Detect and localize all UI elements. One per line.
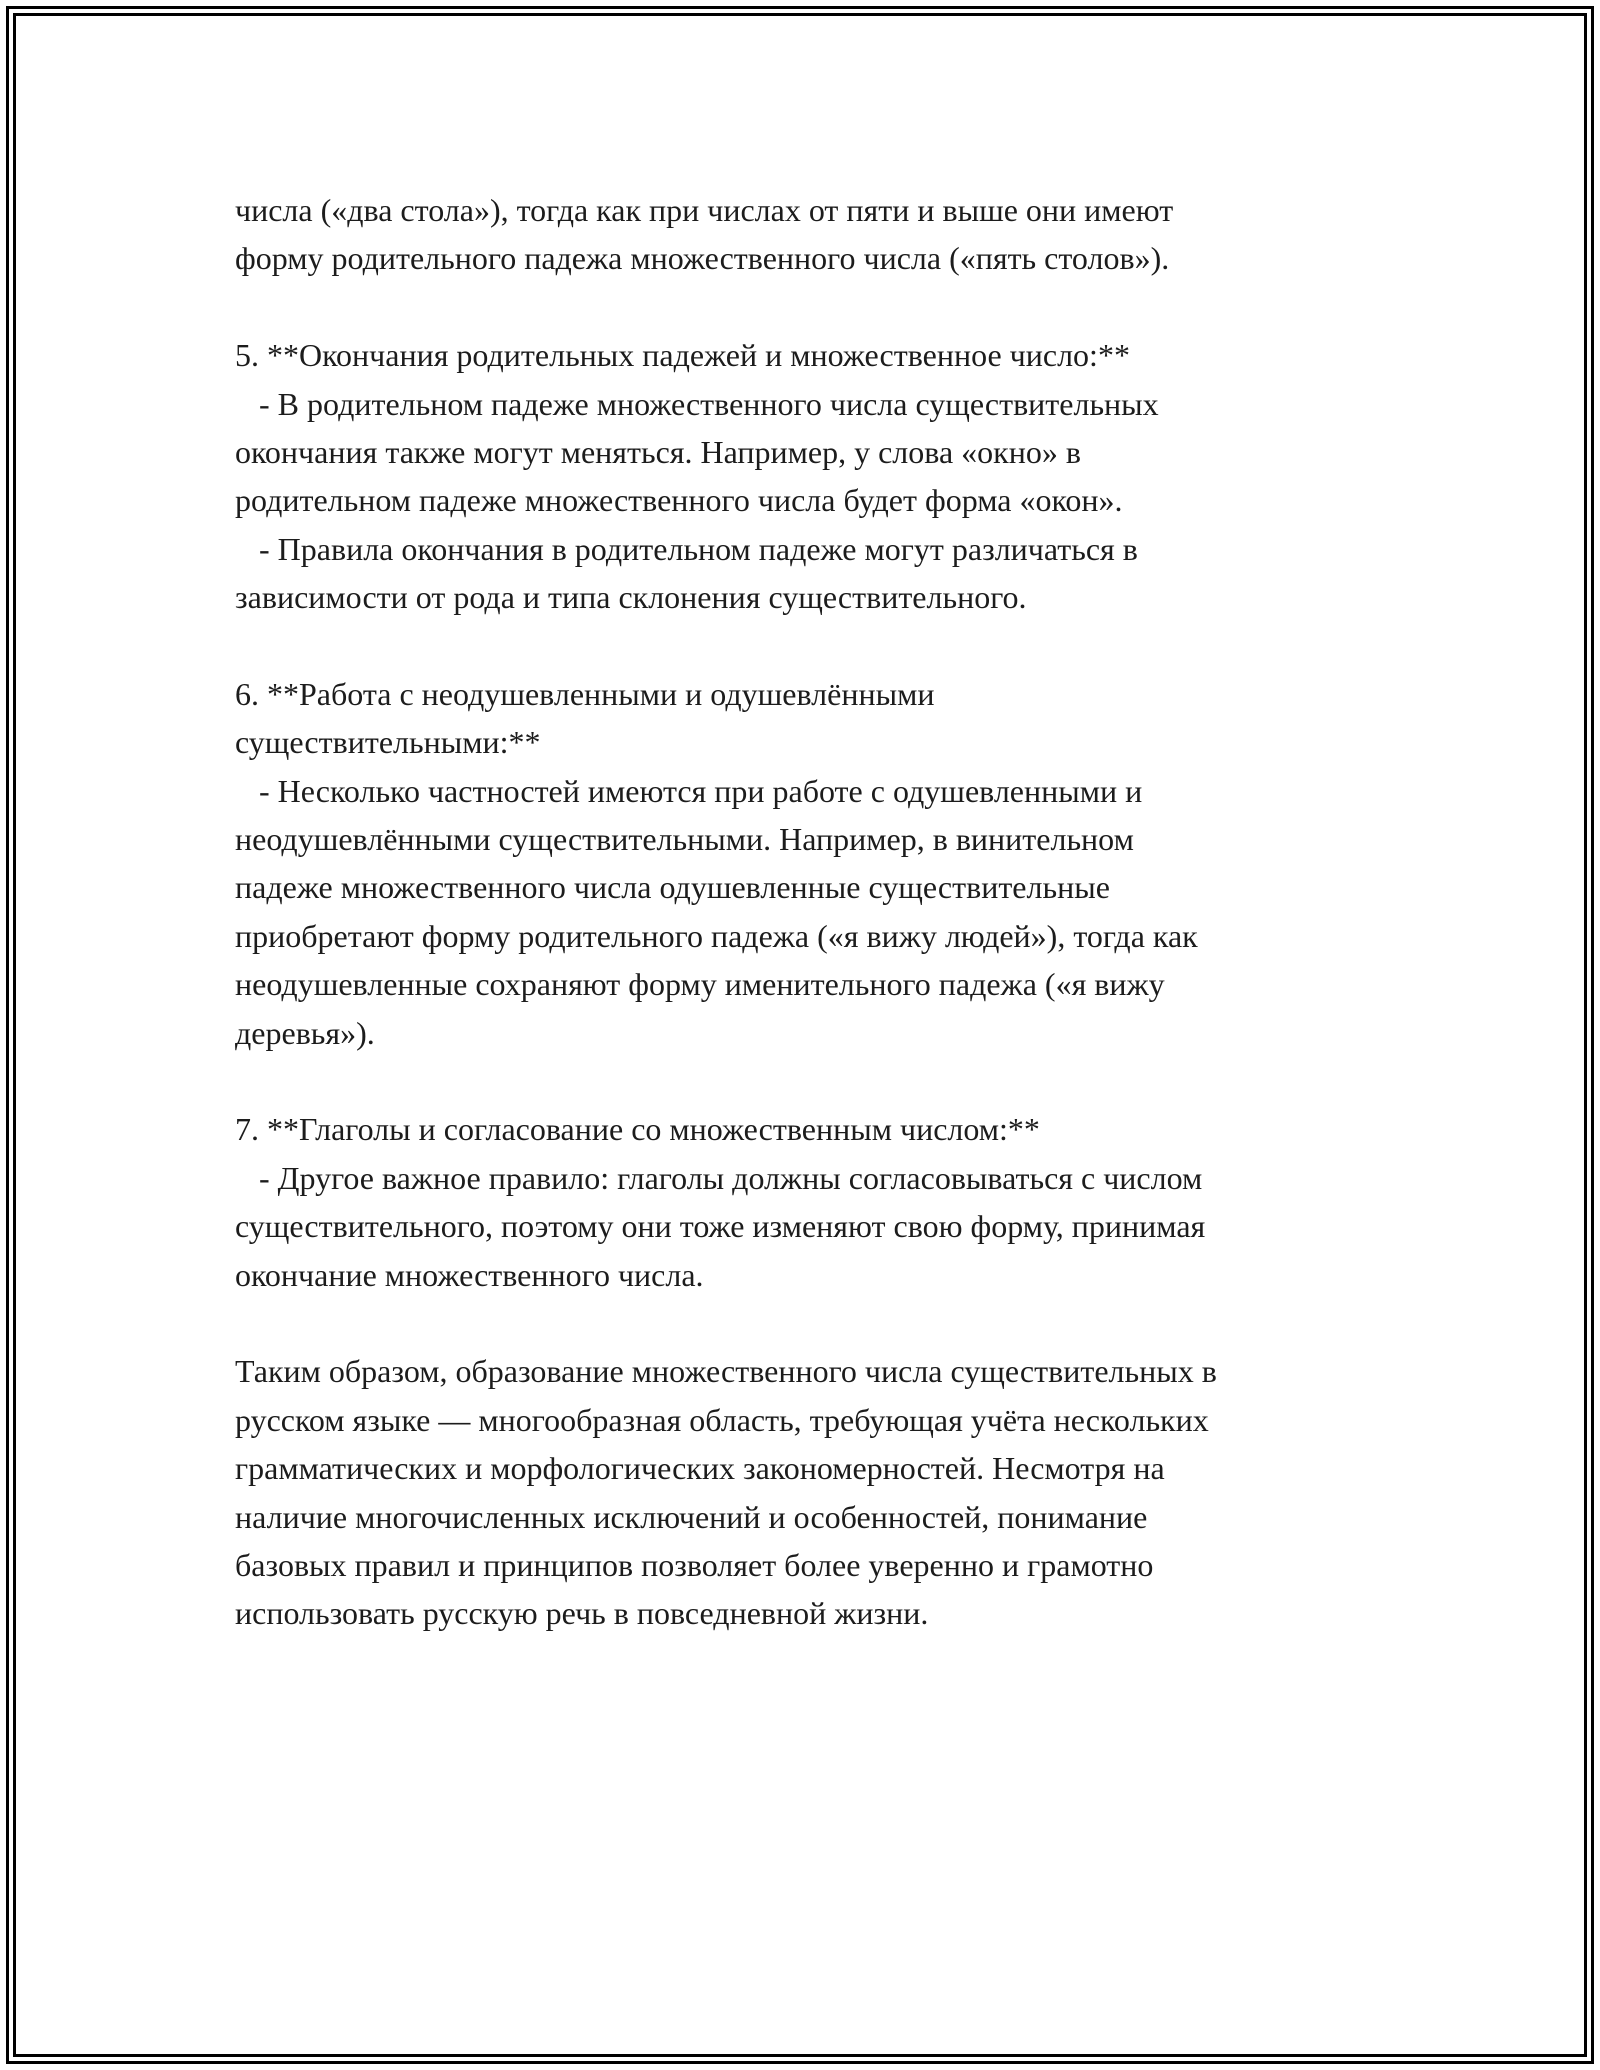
text-line: деревья»).: [235, 1014, 375, 1051]
text-line: зависимости от рода и типа склонения существительного.: [235, 579, 1027, 616]
blank-line: [235, 622, 1385, 670]
conclusion-line: базовых правил и принципов позволяет более уверенно и грамотно: [235, 1546, 1154, 1583]
text-line: форму родительного падежа множественного числа («пять столов»).: [235, 240, 1170, 277]
conclusion-line: наличие многочисленных исключений и особенностей, понимание: [235, 1498, 1148, 1535]
text-line: неодушевленные сохраняют форму именительного падежа («я вижу: [235, 966, 1165, 1003]
text-line: существительного, поэтому они тоже изменяют свою форму, принимая: [235, 1208, 1206, 1245]
conclusion-line: грамматических и морфологических закономерностей. Несмотря на: [235, 1450, 1165, 1487]
blank-line: [235, 1057, 1385, 1105]
section-heading: 5. **Окончания родительных падежей и множественное число:**: [235, 337, 1130, 374]
section-heading: 7. **Глаголы и согласование со множественным числом:**: [235, 1111, 1040, 1148]
document-body: [235, 186, 1385, 1638]
text-line: падеже множественного числа одушевленные существительные: [235, 869, 1110, 906]
section-heading: 6. **Работа с неодушевленными и одушевлёнными: [235, 675, 935, 712]
text-line: неодушевлёнными существительными. Например, в винительном: [235, 821, 1134, 858]
text-line: родительном падеже множественного числа будет форма «окон».: [235, 482, 1123, 519]
conclusion-line: Таким образом, образование множественного числа существительных в: [235, 1353, 1217, 1390]
text-line: числа («два стола»), тогда как при числах от пяти и выше они имеют: [235, 192, 1174, 228]
blank-line: [235, 1299, 1385, 1347]
text-line: - Правила окончания в родительном падеже могут различаться в: [235, 530, 1138, 567]
text-line: - Несколько частностей имеются при работе с одушевленными и: [235, 772, 1143, 809]
section-heading: существительными:**: [235, 724, 541, 761]
text-line: окончания также могут меняться. Например, у слова «окно» в: [235, 433, 1081, 470]
text-line: - Другое важное правило: глаголы должны согласовываться с числом: [235, 1159, 1203, 1196]
text-line: приобретают форму родительного падежа («я вижу людей»), тогда как: [235, 917, 1198, 954]
blank-line: [235, 283, 1385, 331]
text-line: - В родительном падеже множественного числа существительных: [235, 385, 1159, 422]
conclusion-line: русском языке — многообразная область, требующая учёта нескольких: [235, 1401, 1209, 1438]
conclusion-line: использовать русскую речь в повседневной жизни.: [235, 1595, 929, 1632]
text-line: окончание множественного числа.: [235, 1256, 704, 1293]
